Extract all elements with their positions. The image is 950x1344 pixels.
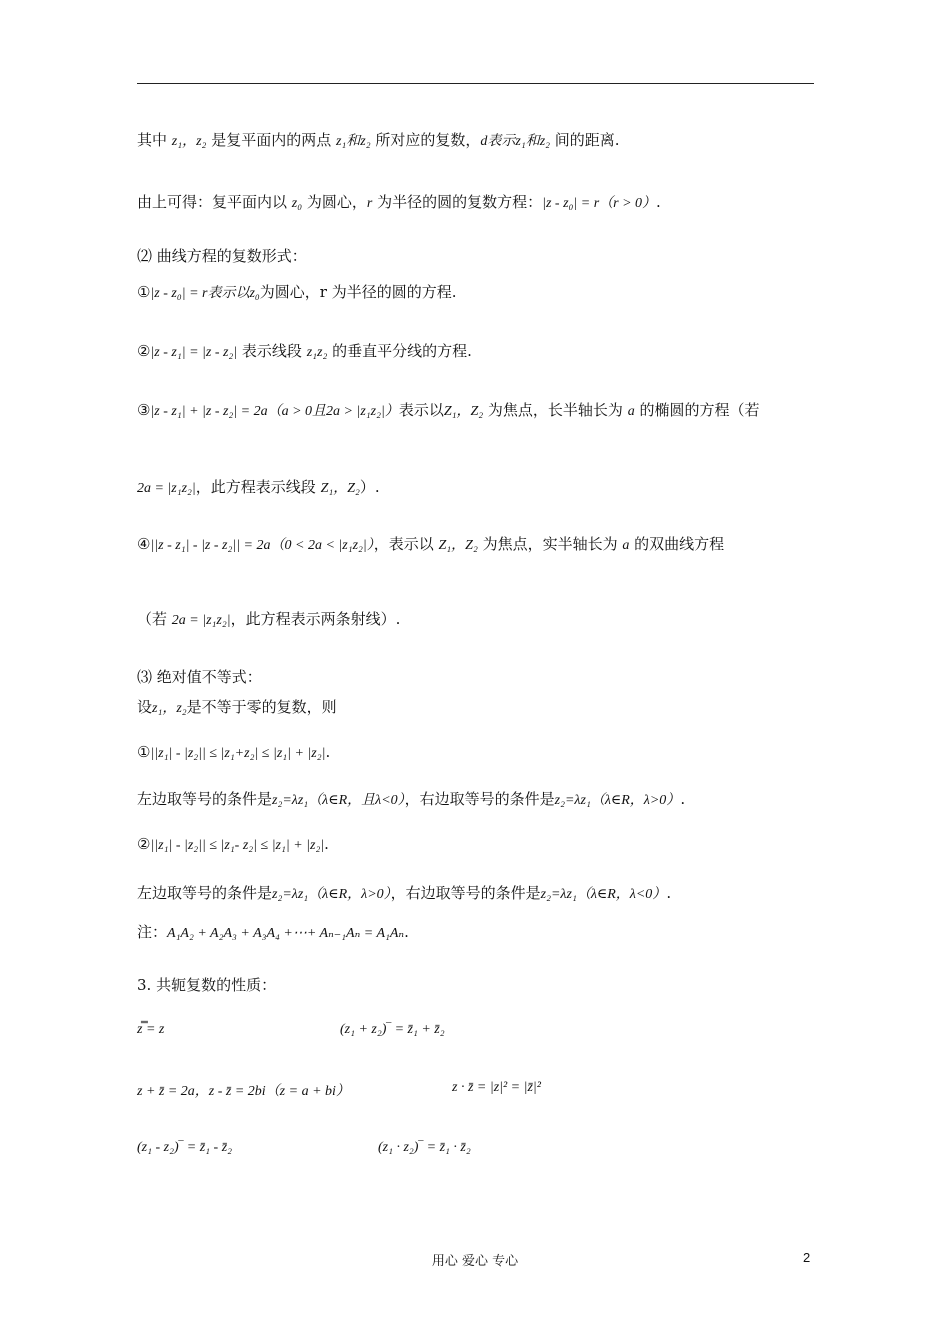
math-expression: z₀ — [291, 196, 303, 211]
text-run: 的垂直平分线的方程. — [327, 342, 472, 360]
text-run: 所对应的复数， — [370, 131, 481, 149]
text-run: 的双曲线方程 — [629, 535, 725, 553]
conjugate-property-p4: z · z̄ = |z|² = |z̄|² — [452, 1080, 541, 1095]
text-line-l9 — [137, 609, 400, 631]
math-expression: Z₁，Z₂ — [320, 481, 360, 496]
text-run: ，右边取等号的条件是 — [404, 790, 555, 808]
text-run: 为圆心， — [302, 193, 367, 211]
text-line-l7 — [137, 477, 380, 499]
math-expression: |z - z₀| = r（r > 0） — [542, 196, 657, 211]
text-run: 是不等于零的复数，则 — [186, 698, 337, 716]
text-run: 间的距离. — [550, 131, 620, 149]
text-run: 为半径的圆的复数方程： — [372, 193, 543, 211]
math-expression: 2a = |z₁z₂| — [171, 613, 231, 628]
text-run: ③ — [137, 401, 151, 419]
text-run: . — [666, 884, 672, 902]
text-run: ⑶ 绝对值不等式： — [137, 668, 262, 686]
text-run: ① — [137, 743, 151, 761]
text-line-l14 — [137, 834, 329, 856]
footer-slogan: 用心 爱心 专心 — [431, 1254, 519, 1269]
text-line-l17 — [137, 975, 276, 995]
text-run: 是复平面内的两点 — [206, 131, 336, 149]
math-expression: z₂=λz₁（λ∈R，λ>0） — [272, 887, 391, 902]
text-run: 表示线段 — [237, 342, 307, 360]
math-expression: z₁和z₂ — [335, 134, 371, 149]
text-line-l2 — [137, 192, 661, 214]
text-line-l10 — [137, 667, 262, 687]
text-line-l12 — [137, 742, 330, 764]
text-run: ，右边取等号的条件是 — [390, 884, 541, 902]
text-run: ，此方程表示两条射线）. — [230, 610, 401, 628]
math-expression: a — [622, 538, 630, 553]
text-run: 为圆心，r 为半径的圆的方程. — [259, 283, 457, 301]
text-line-l4 — [137, 282, 457, 304]
math-expression: Z₁，Z₂ — [443, 404, 484, 419]
text-run: ，表示以 — [373, 535, 439, 553]
conjugate-property-p1: z̿ = z — [137, 1022, 165, 1037]
text-run: . — [324, 835, 329, 853]
text-run: ② — [137, 835, 151, 853]
text-run: 表示以 — [398, 401, 444, 419]
text-run: 左边取等号的条件是 — [137, 790, 273, 808]
math-expression: z₂=λz₁（λ∈R，λ<0） — [540, 887, 667, 902]
conjugate-property-p3: z + z̄ = 2a，z - z̄ = 2bi（z = a + bi） — [137, 1084, 350, 1099]
text-run: ⑵ 曲线方程的复数形式： — [137, 247, 307, 265]
math-expression: z₂=λz₁（λ∈R，λ>0） — [554, 793, 681, 808]
conjugate-property-p6: (z₁ · z₂)‾ = z̄₁ · z̄₂ — [378, 1140, 471, 1155]
text-run: . — [325, 743, 331, 761]
text-run: 左边取等号的条件是 — [137, 884, 273, 902]
math-expression: a — [627, 404, 635, 419]
text-line-l16 — [137, 922, 409, 944]
math-expression: |z - z₁| = |z - z₂| — [150, 345, 238, 360]
text-run: ① — [137, 283, 151, 301]
text-run: 为焦点，实半轴长为 — [477, 535, 623, 553]
text-line-l11 — [137, 697, 337, 719]
text-run: （若 — [137, 610, 172, 628]
math-expression: z₁，z₂ — [171, 134, 207, 149]
math-expression: z₂=λz₁（λ∈R，且λ<0） — [272, 793, 405, 808]
text-line-l8 — [137, 534, 724, 556]
text-run: . — [656, 193, 661, 211]
math-expression: ||z₁| - |z₂|| ≤ |z₁- z₂| ≤ |z₁| + |z₂| — [150, 838, 325, 853]
header-rule — [137, 83, 814, 84]
math-expression: z₁z₂ — [306, 345, 328, 360]
text-run: 3. 共轭复数的性质： — [137, 976, 277, 994]
conjugate-property-p2: (z₁ + z₂)‾ = z̄₁ + z̄₂ — [340, 1022, 445, 1037]
math-expression: |z - z₁| + |z - z₂| = 2a（a > 0且2a > |z₁z₂|） — [150, 404, 399, 419]
text-line-l5 — [137, 341, 472, 363]
math-expression: |z - z₀| = r表示以z₀ — [150, 286, 260, 301]
math-expression: ||z₁| - |z₂|| ≤ |z₁+z₂| ≤ |z₁| + |z₂| — [150, 746, 326, 761]
math-expression: A₁A₂ + A₂A₃ + A₃A₄ +⋯+ Aₙ₋₁Aₙ = A₁Aₙ — [167, 926, 405, 941]
math-expression: ||z - z₁| - |z - z₂|| = 2a（0 < 2a < |z₁z₂|） — [150, 538, 374, 553]
text-run: ，此方程表示线段 — [195, 478, 321, 496]
text-run: . — [404, 923, 409, 941]
math-expression: r — [366, 196, 373, 211]
math-expression: z₁，z₂ — [152, 701, 187, 716]
page-number: 2 — [803, 1250, 811, 1265]
math-expression: 2a = |z₁z₂| — [137, 481, 196, 496]
text-run: ）. — [359, 478, 380, 496]
text-line-l3 — [137, 246, 307, 266]
text-line-l1 — [137, 130, 620, 152]
text-run: ④ — [137, 535, 151, 553]
text-run: 其中 — [137, 131, 172, 149]
text-run: ② — [137, 342, 151, 360]
text-line-l15 — [137, 883, 671, 905]
math-expression: Z₁，Z₂ — [438, 538, 478, 553]
conjugate-property-p5: (z₁ - z₂)‾ = z̄₁ - z̄₂ — [137, 1140, 233, 1155]
text-run: 设 — [137, 698, 153, 716]
text-line-l6 — [137, 400, 759, 422]
text-run: . — [680, 790, 686, 808]
text-line-l13 — [137, 789, 685, 811]
text-run: 由上可得：复平面内以 — [137, 193, 292, 211]
text-run: 的椭圆的方程（若 — [634, 401, 760, 419]
text-run: 注： — [137, 923, 168, 941]
text-run: 为焦点，长半轴长为 — [483, 401, 628, 419]
math-expression: d表示z₁和z₂ — [480, 134, 551, 149]
